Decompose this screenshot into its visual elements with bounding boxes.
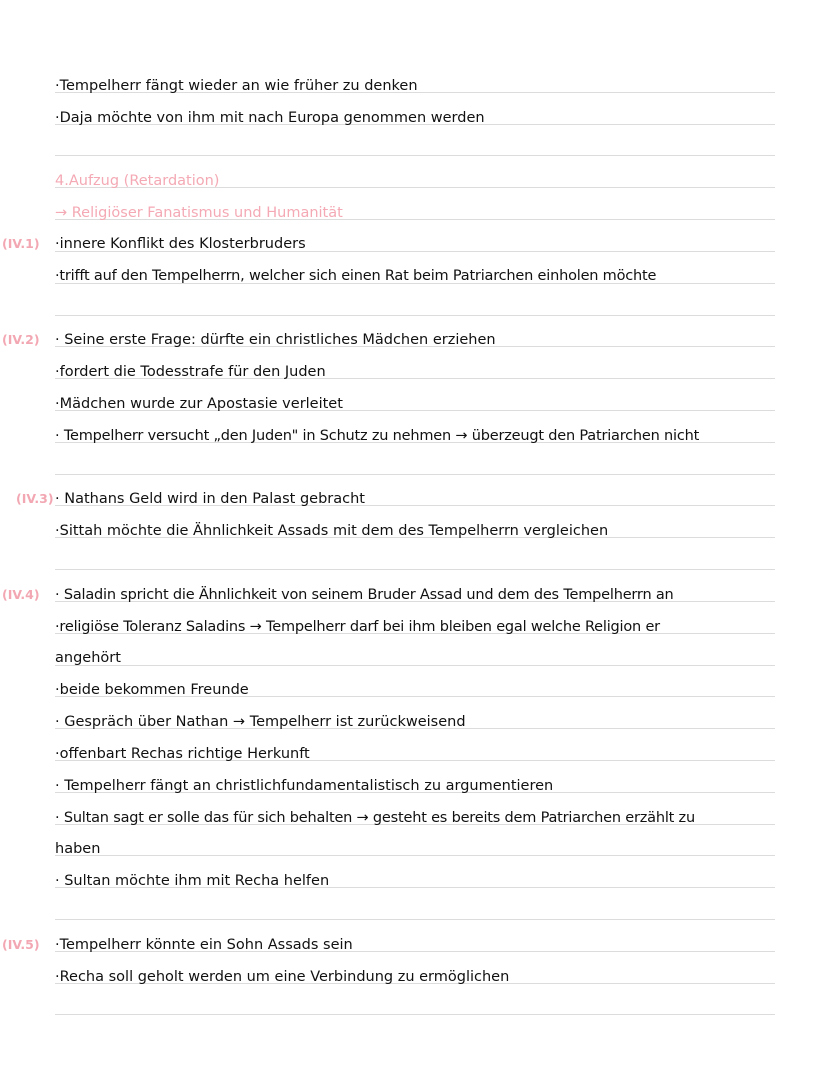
note-line: ·offenbart Rechas richtige Herkunft [55, 746, 310, 762]
note-line: · Sultan möchte ihm mit Recha helfen [55, 873, 330, 889]
note-line: ·Daja möchte von ihm mit nach Europa genommen werden [55, 110, 485, 126]
note-line: ·Tempelherr fängt wieder an wie früher zu denken [55, 78, 418, 94]
note-line: · Nathans Geld wird in den Palast gebracht [55, 491, 365, 507]
rule-line [55, 919, 775, 920]
note-line: ·Recha soll geholt werden um eine Verbindung zu ermöglichen [55, 969, 510, 985]
rule-line [55, 569, 775, 570]
scene-marker: (IV.2) [2, 332, 40, 347]
rule-line [55, 1014, 775, 1015]
scene-marker: (IV.5) [2, 937, 40, 952]
section-subheading: → Religiöser Fanatismus und Humanität [55, 205, 343, 221]
rule-line [55, 315, 775, 316]
note-line: · Tempelherr fängt an christlichfundamentalistisch zu argumentieren [55, 778, 554, 794]
note-line: angehört [55, 650, 121, 666]
note-line: ·beide bekommen Freunde [55, 682, 249, 698]
note-line: ·trifft auf den Tempelherrn, welcher sich einen Rat beim Patriarchen einholen möchte [55, 268, 657, 284]
scene-marker: (IV.3) [16, 491, 54, 506]
note-line: ·innere Konflikt des Klosterbruders [55, 236, 306, 252]
note-line: ·Sittah möchte die Ähnlichkeit Assads mit dem des Tempelherrn vergleichen [55, 523, 609, 539]
scene-marker: (IV.1) [2, 236, 40, 251]
note-line: · Gespräch über Nathan → Tempelherr ist zurückweisend [55, 714, 466, 730]
section-heading: 4.Aufzug (Retardation) [55, 173, 220, 189]
note-line: ·Tempelherr könnte ein Sohn Assads sein [55, 937, 353, 953]
note-line: ·Mädchen wurde zur Apostasie verleitet [55, 396, 343, 412]
note-line: ·fordert die Todesstrafe für den Juden [55, 364, 326, 380]
note-line: haben [55, 841, 101, 857]
scene-marker: (IV.4) [2, 587, 40, 602]
rule-line [55, 474, 775, 475]
note-line: · Tempelherr versucht „den Juden" in Schutz zu nehmen → überzeugt den Patriarchen nicht [55, 428, 700, 444]
note-line: ·religiöse Toleranz Saladins → Tempelherr darf bei ihm bleiben egal welche Religion er [55, 619, 660, 635]
rule-line [55, 155, 775, 156]
note-line: · Seine erste Frage: dürfte ein christliches Mädchen erziehen [55, 332, 496, 348]
note-line: · Saladin spricht die Ähnlichkeit von seinem Bruder Assad und dem des Tempelherrn an [55, 587, 674, 603]
note-line: · Sultan sagt er solle das für sich behalten → gesteht es bereits dem Patriarchen erzählt zu [55, 810, 695, 826]
